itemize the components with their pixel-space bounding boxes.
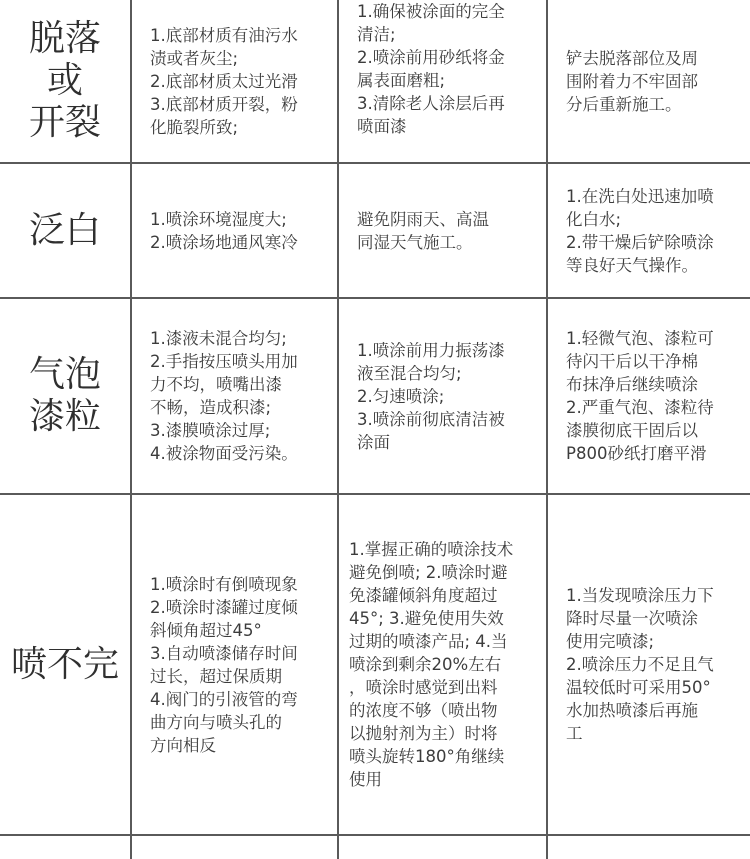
cause-cell: 1.底部材质有油污水 渍或者灰尘; 2.底部材质太过光滑 3.底部材质开裂，粉 化脆裂所致; bbox=[150, 25, 298, 137]
cause-cell: 1.喷涂环境湿度大; 2.喷涂场地通风寒冷 bbox=[150, 209, 298, 252]
solution-cell: 铲去脱落部位及周 围附着力不牢固部 分后重新施工。 bbox=[566, 48, 698, 114]
prevention-cell: 1.喷涂前用力振荡漆 液至混合均匀; 2.匀速喷涂; 3.喷涂前彻底清洁被 涂面 bbox=[357, 340, 505, 452]
problem-label: 泛白 bbox=[28, 209, 101, 251]
problem-label: 喷不完 bbox=[10, 643, 119, 685]
prevention-cell: 1.确保被涂面的完全 清洁; 2.喷涂前用砂纸将金 属表面磨粗; 3.清除老人涂层后再 喷面漆 bbox=[357, 2, 505, 136]
cause-cell: 1.喷涂时有倒喷现象 2.喷涂时漆罐过度倾 斜倾角超过45° 3.自动喷漆储存时间 过长，超过保质期 4.阀门的引液管的弯 曲方向与喷头孔的 方向相反 bbox=[150, 574, 298, 755]
solution-cell: 1.当发现喷涂压力下 降时尽量一次喷涂 使用完喷漆; 2.喷涂压力不足且气 温较低时可采用50° 水加热喷漆后再施 工 bbox=[566, 586, 714, 743]
prevention-cell: 避免阴雨天、高温 同湿天气施工。 bbox=[357, 209, 489, 252]
cause-cell: 1.漆液未混合均匀; 2.手指按压喷头用加 力不均，喷嘴出漆 不畅，造成积漆; 3.漆膜喷涂过厚; 4.被涂物面受污染。 bbox=[150, 329, 298, 463]
solution-cell: 1.轻微气泡、漆粒可 待闪干后以干净棉 布抹净后继续喷涂 2.严重气泡、漆粒待 漆膜彻底干固后以 P800砂纸打磨平滑 bbox=[566, 329, 714, 463]
prevention-cell: 1.掌握正确的喷涂技术 避免倒喷; 2.喷涂时避 免漆罐倾斜角度超过 45°; 3.避免使用失效 过期的喷漆产品; 4.当 喷涂到剩余20%左右 ，喷涂时感觉到出料 的浓度不够（喷出物 以抛射剂为主）时将 喷头旋转180°角继续 使用 bbox=[349, 540, 514, 789]
solution-cell: 1.在洗白处迅速加喷 化白水; 2.带干燥后铲除喷涂 等良好天气操作。 bbox=[566, 186, 714, 275]
problem-label: 脱落 或 开裂 bbox=[28, 18, 101, 143]
row-divider bbox=[0, 834, 750, 836]
problem-label: 气泡 漆粒 bbox=[28, 354, 101, 437]
